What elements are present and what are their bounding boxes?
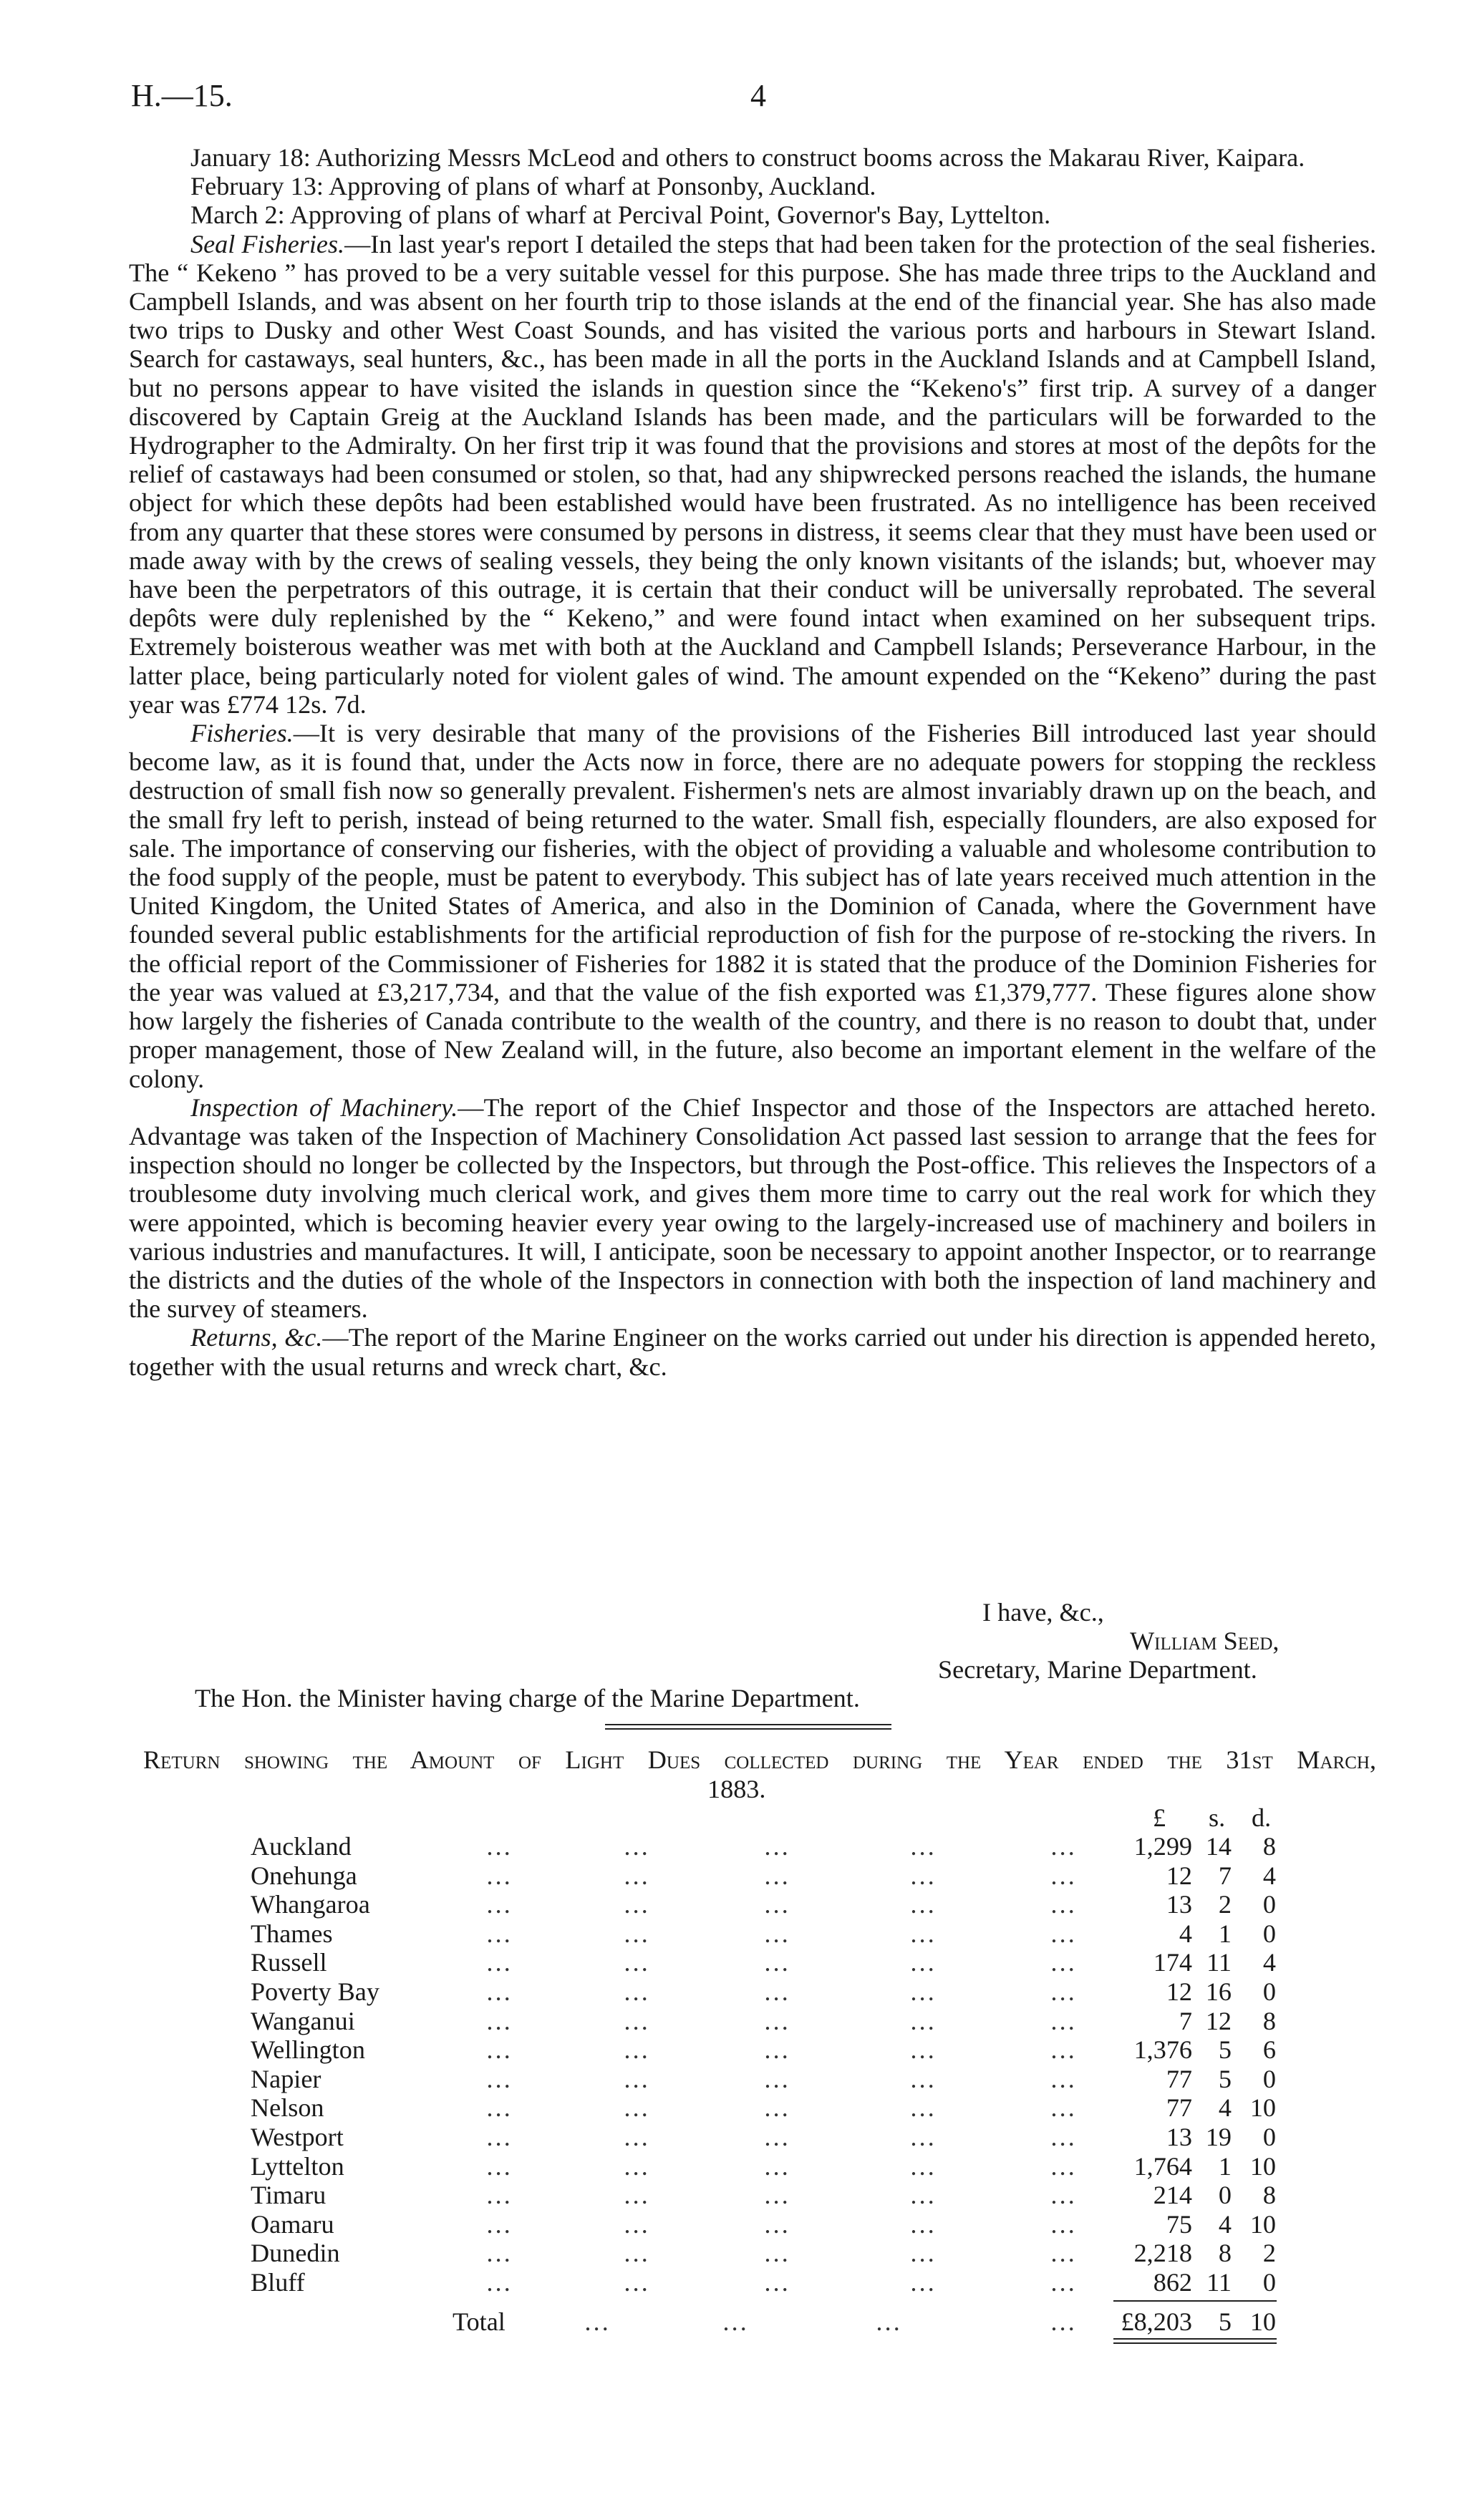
leader-dots: … — [623, 2035, 651, 2065]
leader-dots: … — [485, 2035, 513, 2065]
leader-dots: … — [1050, 1861, 1078, 1890]
leader-dots: … — [909, 1890, 937, 1919]
leader-dots: … — [623, 1890, 651, 1919]
leader-dots: … — [623, 2093, 651, 2123]
port-name: Poverty Bay — [251, 1977, 379, 2006]
amount-pounds: 1,376 — [1133, 2035, 1192, 2065]
table-row-total: Total … … … … £8,203 5 10 — [453, 2307, 1276, 2336]
port-name: Timaru — [251, 2181, 327, 2210]
leader-dots: … — [1050, 1977, 1078, 2006]
port-name: Wellington — [251, 2035, 365, 2065]
amount-pence: 4 — [1262, 1861, 1276, 1890]
signature-closing: I have, &c., — [982, 1598, 1104, 1627]
leader-dots: … — [909, 2209, 937, 2239]
amount-pence: 0 — [1262, 2123, 1276, 2151]
table-row — [0, 2006, 1480, 2035]
amount-pounds: 7 — [1179, 2006, 1192, 2035]
leader-dots: … — [485, 2123, 513, 2151]
port-name: Wanganui — [251, 2006, 355, 2035]
table-row — [0, 2151, 1480, 2180]
column-header-shillings: s. — [1209, 1803, 1226, 1832]
amount-shillings: 11 — [1206, 2268, 1232, 2297]
leader-dots: … — [1050, 2239, 1078, 2268]
leader-dots: … — [763, 2006, 791, 2035]
leader-dots: … — [763, 2123, 791, 2151]
amount-pence: 8 — [1262, 1832, 1276, 1861]
column-header-pounds: £ — [1153, 1803, 1166, 1832]
paragraph-inspection-of-machinery: Inspection of Machinery.—The report of the Chief Inspector and those of the Inspectors are attached hereto. Advantage was taken of the Inspection of Machinery Consolidation Act passed last session to arrange that the fees for inspection should no longer be collected by the Inspectors, but through the Post-office. This relieves the Inspectors of a troublesome duty involving much clerical work, and gives them more time to carry out the real work for which they were appointed, which is becoming heavier every year owing to the largely-increased use of machinery and boilers in various industries and manufactures. It will, I anticipate, soon be necessary to appoint another Inspector, or to rearrange the districts and the duties of the whole of the Inspectors in connection with both the inspection of land machinery and the survey of steamers. — [129, 1092, 1376, 1324]
amount-pounds: 77 — [1166, 2093, 1192, 2123]
leader-dots: … — [485, 1948, 513, 1977]
amount-pounds: 862 — [1153, 2268, 1192, 2297]
paragraph-march: March 2: Approving of plans of wharf at Percival Point, Governor's Bay, Lyttelton. — [190, 200, 1051, 230]
amount-pounds: 75 — [1166, 2209, 1192, 2239]
leader-dots: … — [623, 1861, 651, 1890]
section-heading: Seal Fisheries. — [190, 229, 345, 258]
leader-dots: … — [909, 2123, 937, 2151]
leader-dots: … — [909, 2239, 937, 2268]
port-name: Oamaru — [251, 2209, 334, 2239]
amount-shillings: 4 — [1218, 2093, 1232, 2123]
leader-dots: … — [485, 2181, 513, 2210]
leader-dots: … — [909, 2268, 937, 2297]
amount-pence: 0 — [1262, 1977, 1276, 2006]
leader-dots: … — [763, 2239, 791, 2268]
table-row — [0, 2209, 1480, 2238]
leader-dots: … — [909, 1919, 937, 1948]
leader-dots: … — [909, 2181, 937, 2210]
leader-dots: … — [623, 2151, 651, 2181]
total-shillings: 5 — [1218, 2307, 1232, 2336]
leader-dots: … — [485, 2064, 513, 2093]
amount-pounds: 2,218 — [1133, 2239, 1192, 2268]
amount-pounds: 1,299 — [1133, 1832, 1192, 1861]
total-double-rule — [1113, 2338, 1277, 2340]
port-name: Thames — [251, 1919, 333, 1948]
leader-dots: … — [763, 1890, 791, 1919]
leader-dots: … — [763, 1861, 791, 1890]
port-name: Napier — [251, 2064, 321, 2093]
amount-shillings: 16 — [1205, 1977, 1232, 2006]
leader-dots: … — [909, 1861, 937, 1890]
amount-pence: 2 — [1262, 2239, 1276, 2268]
leader-dots: … — [485, 1832, 513, 1861]
leader-dots: … — [909, 2093, 937, 2123]
leader-dots: … — [763, 1977, 791, 2006]
amount-pence: 0 — [1262, 1919, 1276, 1948]
leader-dots: … — [1050, 2064, 1078, 2093]
signature-name: William Seed, — [1130, 1627, 1280, 1655]
amount-shillings: 11 — [1206, 1948, 1232, 1977]
leader-dots: … — [1050, 2209, 1078, 2239]
amount-pence: 10 — [1249, 2209, 1276, 2239]
amount-shillings: 8 — [1218, 2239, 1232, 2268]
table-row — [0, 2064, 1480, 2093]
amount-shillings: 5 — [1218, 2035, 1232, 2065]
table-row — [0, 1861, 1480, 1889]
amount-shillings: 2 — [1218, 1890, 1232, 1919]
leader-dots: … — [909, 2151, 937, 2181]
leader-dots: … — [623, 1977, 651, 2006]
leader-dots: … — [763, 2268, 791, 2297]
leader-dots: … — [623, 2239, 651, 2268]
leader-dots: … — [909, 1948, 937, 1977]
table-row — [0, 2122, 1480, 2151]
amount-pounds: 214 — [1153, 2181, 1192, 2210]
leader-dots: … — [1050, 1948, 1078, 1977]
port-name: Nelson — [251, 2093, 324, 2123]
return-table-year: 1883. — [707, 1775, 766, 1803]
amount-pence: 0 — [1262, 2064, 1276, 2093]
leader-dots: … — [485, 2151, 513, 2181]
table-row — [0, 1831, 1480, 1860]
leader-dots: … — [763, 1832, 791, 1861]
port-name: Russell — [251, 1948, 327, 1977]
amount-pounds: 4 — [1179, 1919, 1192, 1948]
leader-dots: … — [1050, 2035, 1078, 2065]
leader-dots: … — [485, 2006, 513, 2035]
amount-pounds: 174 — [1153, 1948, 1192, 1977]
leader-dots: … — [1050, 2268, 1078, 2297]
table-row — [0, 1889, 1480, 1918]
leader-dots: … — [763, 2181, 791, 2210]
leader-dots: … — [485, 2239, 513, 2268]
amount-pence: 10 — [1249, 2151, 1276, 2181]
amount-pounds: 13 — [1166, 1890, 1192, 1919]
amount-shillings: 12 — [1205, 2006, 1232, 2035]
body-text — [129, 143, 1376, 1381]
leader-dots: … — [763, 1948, 791, 1977]
leader-dots: … — [763, 2209, 791, 2239]
leader-dots: … — [623, 2006, 651, 2035]
port-name: Dunedin — [251, 2239, 340, 2268]
total-pence: 10 — [1249, 2307, 1276, 2336]
section-divider — [605, 1724, 891, 1725]
amount-shillings: 1 — [1218, 1919, 1232, 1948]
leader-dots: … — [485, 2268, 513, 2297]
amount-shillings: 0 — [1218, 2181, 1232, 2210]
column-header-pence: d. — [1252, 1803, 1272, 1832]
return-table-title: Return showing the Amount of Light Dues collected during the Year ended the 31st March, — [143, 1745, 1376, 1774]
amount-shillings: 4 — [1218, 2209, 1232, 2239]
leader-dots: … — [1050, 1890, 1078, 1919]
leader-dots: … — [1050, 2006, 1078, 2035]
port-name: Lyttelton — [251, 2151, 344, 2181]
leader-dots: … — [1050, 1832, 1078, 1861]
leader-dots: … — [763, 2035, 791, 2065]
page-number: 4 — [750, 78, 766, 113]
amount-pence: 6 — [1262, 2035, 1276, 2065]
amount-pounds: 1,764 — [1133, 2151, 1192, 2181]
leader-dots: … — [763, 1919, 791, 1948]
leader-dots: … — [909, 2064, 937, 2093]
section-heading: Fisheries. — [190, 719, 294, 748]
amount-pence: 10 — [1249, 2093, 1276, 2123]
amount-shillings: 14 — [1205, 1832, 1232, 1861]
table-row — [0, 2267, 1480, 2296]
port-name: Onehunga — [251, 1861, 357, 1890]
section-heading: Inspection of Machinery. — [190, 1092, 458, 1122]
leader-dots: … — [623, 2181, 651, 2210]
amount-pounds: 12 — [1166, 1977, 1192, 2006]
port-name: Auckland — [251, 1832, 352, 1861]
amount-shillings: 7 — [1218, 1861, 1232, 1890]
amount-pounds: 13 — [1166, 2123, 1192, 2151]
leader-dots: … — [485, 1919, 513, 1948]
leader-dots: … — [763, 2093, 791, 2123]
port-name: Bluff — [251, 2268, 305, 2297]
leader-dots: … — [485, 2093, 513, 2123]
leader-dots: … — [623, 1832, 651, 1861]
amount-pence: 0 — [1262, 2268, 1276, 2297]
leader-dots: … — [1050, 1919, 1078, 1948]
paragraph-returns: Returns, &c.—The report of the Marine Engineer on the works carried out under his direction is appended hereto, together with the usual returns and wreck chart, &c. — [129, 1323, 1376, 1381]
table-row — [0, 1947, 1480, 1976]
leader-dots: … — [909, 1832, 937, 1861]
leader-dots: … — [623, 1948, 651, 1977]
amount-pence: 4 — [1262, 1948, 1276, 1977]
leader-dots: … — [1050, 2181, 1078, 2210]
total-rule — [1113, 2300, 1277, 2302]
table-row — [0, 2093, 1480, 2121]
leader-dots: … — [623, 2209, 651, 2239]
paragraph-february: February 13: Approving of plans of wharf at Ponsonby, Auckland. — [190, 172, 876, 201]
amount-pence: 0 — [1262, 1890, 1276, 1919]
amount-pence: 8 — [1262, 2006, 1276, 2035]
amount-shillings: 5 — [1218, 2064, 1232, 2093]
amount-pence: 8 — [1262, 2181, 1276, 2210]
total-label: Total — [453, 2307, 506, 2336]
leader-dots: … — [909, 2035, 937, 2065]
amount-shillings: 19 — [1205, 2123, 1232, 2151]
amount-pounds: 77 — [1166, 2064, 1192, 2093]
table-row — [0, 2238, 1480, 2267]
table-row — [0, 2035, 1480, 2063]
table-row — [0, 2180, 1480, 2209]
leader-dots: … — [485, 1861, 513, 1890]
table-row — [0, 1919, 1480, 1947]
leader-dots: … — [763, 2151, 791, 2181]
leader-dots: … — [1050, 2151, 1078, 2181]
section-heading: Returns, &c. — [190, 1323, 323, 1352]
port-name: Whangaroa — [251, 1890, 370, 1919]
paragraph-seal-fisheries: Seal Fisheries.—In last year's report I detailed the steps that had been taken for the protection of the seal fisheries. The “ Kekeno ” has proved to be a very suitable vessel for this purpose. She has made three trips to the Auckland and Campbell Islands, and was absent on her fourth trip to those islands at the end of the financial year. She has also made two trips to Dusky and other West Coast Sounds, and has visited the various ports and harbours in Stewart Island. Search for castaways, seal hunters, &c., has been made in all the ports in the Auckland Islands and at Campbell Island, but no persons appear to have visited the islands in question since the “Kekeno's” first trip. A survey of a danger discovered by Captain Greig at the Auckland Islands has been made, and the particulars will be forwarded to the Hydrographer to the Admiralty. On her first trip it was found that the provisions and stores at most of the depôts for the relief of castaways had been consumed or stolen, so that, had any shipwrecked persons reached the islands, the humane object for which these depôts had been established would have been frustrated. As no intelligence has been received from any quarter that these stores were consumed by persons in distress, it seems clear that they must have been used or made away with by the crews of sealing vessels, they being the only known visitants of the islands; but, whoever may have been the perpetrators of this outrage, it is certain that their conduct will be universally reprobated. The several depôts were duly replenished by the “ Kekeno,” and were found intact when examined on her subsequent trips. Extremely boisterous weather was met with both at the Auckland and Campbell Islands; Perseverance Harbour, in the latter place, being particularly noted for violent gales of wind. The amount expended on the “Kekeno” during the past year was £774 12s. 7d. — [129, 229, 1377, 719]
leader-dots: … — [623, 1919, 651, 1948]
leader-dots: … — [909, 2006, 937, 2035]
total-pounds: £8,203 — [1121, 2307, 1192, 2336]
leader-dots: … — [485, 1977, 513, 2006]
leader-dots: … — [1050, 2093, 1078, 2123]
leader-dots: … — [909, 1977, 937, 2006]
total-double-rule — [1113, 2342, 1277, 2344]
addressee-line: The Hon. the Minister having charge of the Marine Department. — [195, 1684, 860, 1712]
amount-shillings: 1 — [1218, 2151, 1232, 2181]
port-name: Westport — [251, 2123, 344, 2151]
leader-dots: … — [485, 2209, 513, 2239]
leader-dots: … — [623, 2064, 651, 2093]
leader-dots: … — [623, 2268, 651, 2297]
leader-dots: … — [623, 2123, 651, 2151]
paragraph-january: January 18: Authorizing Messrs McLeod and others to construct booms across the Makarau River, Kaipara. — [190, 143, 1305, 172]
table-row — [0, 1977, 1480, 2005]
section-divider — [605, 1728, 891, 1730]
leader-dots: … — [763, 2064, 791, 2093]
paragraph-fisheries: Fisheries.—It is very desirable that many of the provisions of the Fisheries Bill introduced last year should become law, as it is found that, under the Acts now in force, there are no adequate powers for stopping the reckless destruction of small fish now so generally prevalent. Fishermen's nets are almost invariably drawn up on the beach, and the small fry left to perish, instead of being returned to the water. Small fish, especially flounders, are also exposed for sale. The importance of conserving our fisheries, with the object of providing a valuable and wholesome contribution to the food supply of the people, must be patent to everybody. This subject has of late years received much attention in the United Kingdom, the United States of America, and also in the Dominion of Canada, where the Government have founded several public establishments for the artificial reproduction of fish for the purpose of re-stocking the rivers. In the official report of the Commissioner of Fisheries for 1882 it is stated that the produce of the Dominion Fisheries for the year was valued at £3,217,734, and that the value of the fish exported was £1,379,777. These figures alone show how largely the fisheries of Canada contribute to the wealth of the country, and there is no reason to doubt that, under proper management, those of New Zealand will, in the future, also become an important element in the welfare of the colony. — [129, 719, 1376, 1093]
leader-dots: … — [1050, 2123, 1078, 2151]
amount-pounds: 12 — [1166, 1861, 1192, 1890]
leader-dots: … — [485, 1890, 513, 1919]
document-reference: H.—15. — [131, 78, 233, 113]
signature-title: Secretary, Marine Department. — [938, 1655, 1257, 1684]
